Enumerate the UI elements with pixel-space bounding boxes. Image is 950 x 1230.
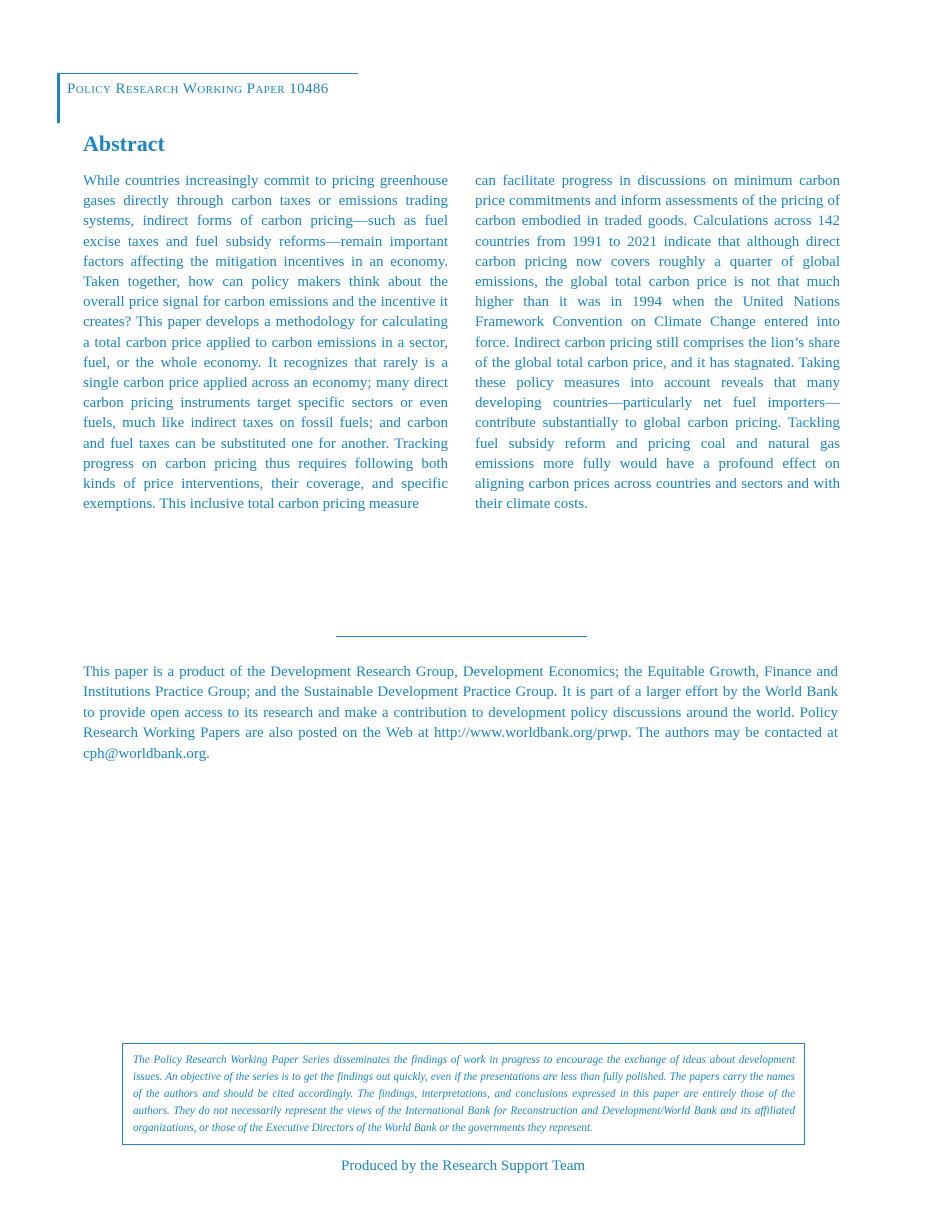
abstract-column-right: can facilitate progress in discussions on minimum carbon price commitments and inform assessments of the pricing of carbon embodied in traded goods. Calculations across 142 countries from 1991 to 2021 indicate that although direct carbon pricing now covers roughly a quarter of global emissions, the global total carbon price is not that much higher than it was in 1994 when the United Nations Framework Convention on Climate Change entered into force. Indirect carbon pricing still comprises the lion’s share of the global total carbon price, and it has stagnated. Taking these policy measures into account reveals that many developing countries—particularly net fuel importers—contribute substantially to global carbon pricing. Tackling fuel subsidy reform and pricing coal and natural gas emissions more fully would have a profound effect on aligning carbon prices across countries and sectors and with their climate costs. (475, 173, 840, 513)
product-note: This paper is a product of the Development Research Group, Development Economics; the Equitable Growth, Finance and Institutions Practice Group; and the Sustainable Development Practice Group. It is part of a larger effort by the World Bank to provide open access to its research and make a contribution to development policy discussions around the world. Policy Research Working Papers are also posted on the Web at http://www.worldbank.org/prwp. The authors may be contacted at cph@worldbank.org. (83, 664, 838, 762)
header-rule (60, 73, 358, 74)
section-divider (336, 636, 587, 637)
footer-credit: Produced by the Research Support Team (340, 1158, 586, 1174)
series-label: Policy Research Working Paper 10486 (67, 81, 329, 97)
series-header (57, 73, 358, 123)
disclaimer-text: The Policy Research Working Paper Series disseminates the findings of work in progress to encourage the exchange of ideas about development issues. An objective of the series is to get the findings out quickly, even if the presentations are less than fully polished. The papers carry the names of the authors and should be cited accordingly. The findings, interpretations, and conclusions expressed in this paper are entirely those of the authors. They do not necessarily represent the views of the International Bank for Reconstruction and Development/World Bank and its affiliated organizations, or those of the Executive Directors of the World Bank or the governments they represent. (133, 1054, 795, 1134)
abstract-heading: Abstract (83, 131, 165, 156)
disclaimer-box (122, 1043, 805, 1145)
abstract-column-left: While countries increasingly commit to pricing greenhouse gases directly through carbon taxes or emissions trading systems, indirect forms of carbon pricing—such as fuel excise taxes and fuel subsidy reforms—remain important factors affecting the mitigation incentives in an economy. Taken together, how can policy makers think about the overall price signal for carbon emissions and the incentive it creates? This paper develops a methodology for calculating a total carbon price applied to carbon emissions in a sector, fuel, or the whole economy. It recognizes that rarely is a single carbon price applied across an economy; many direct carbon pricing instruments target specific sectors or even fuels, much like indirect taxes on fossil fuels; and carbon and fuel taxes can be substituted one for another. Tracking progress on carbon pricing thus requires following both kinds of price interventions, their coverage, and specific exemptions. This inclusive total carbon pricing measure (83, 173, 448, 513)
